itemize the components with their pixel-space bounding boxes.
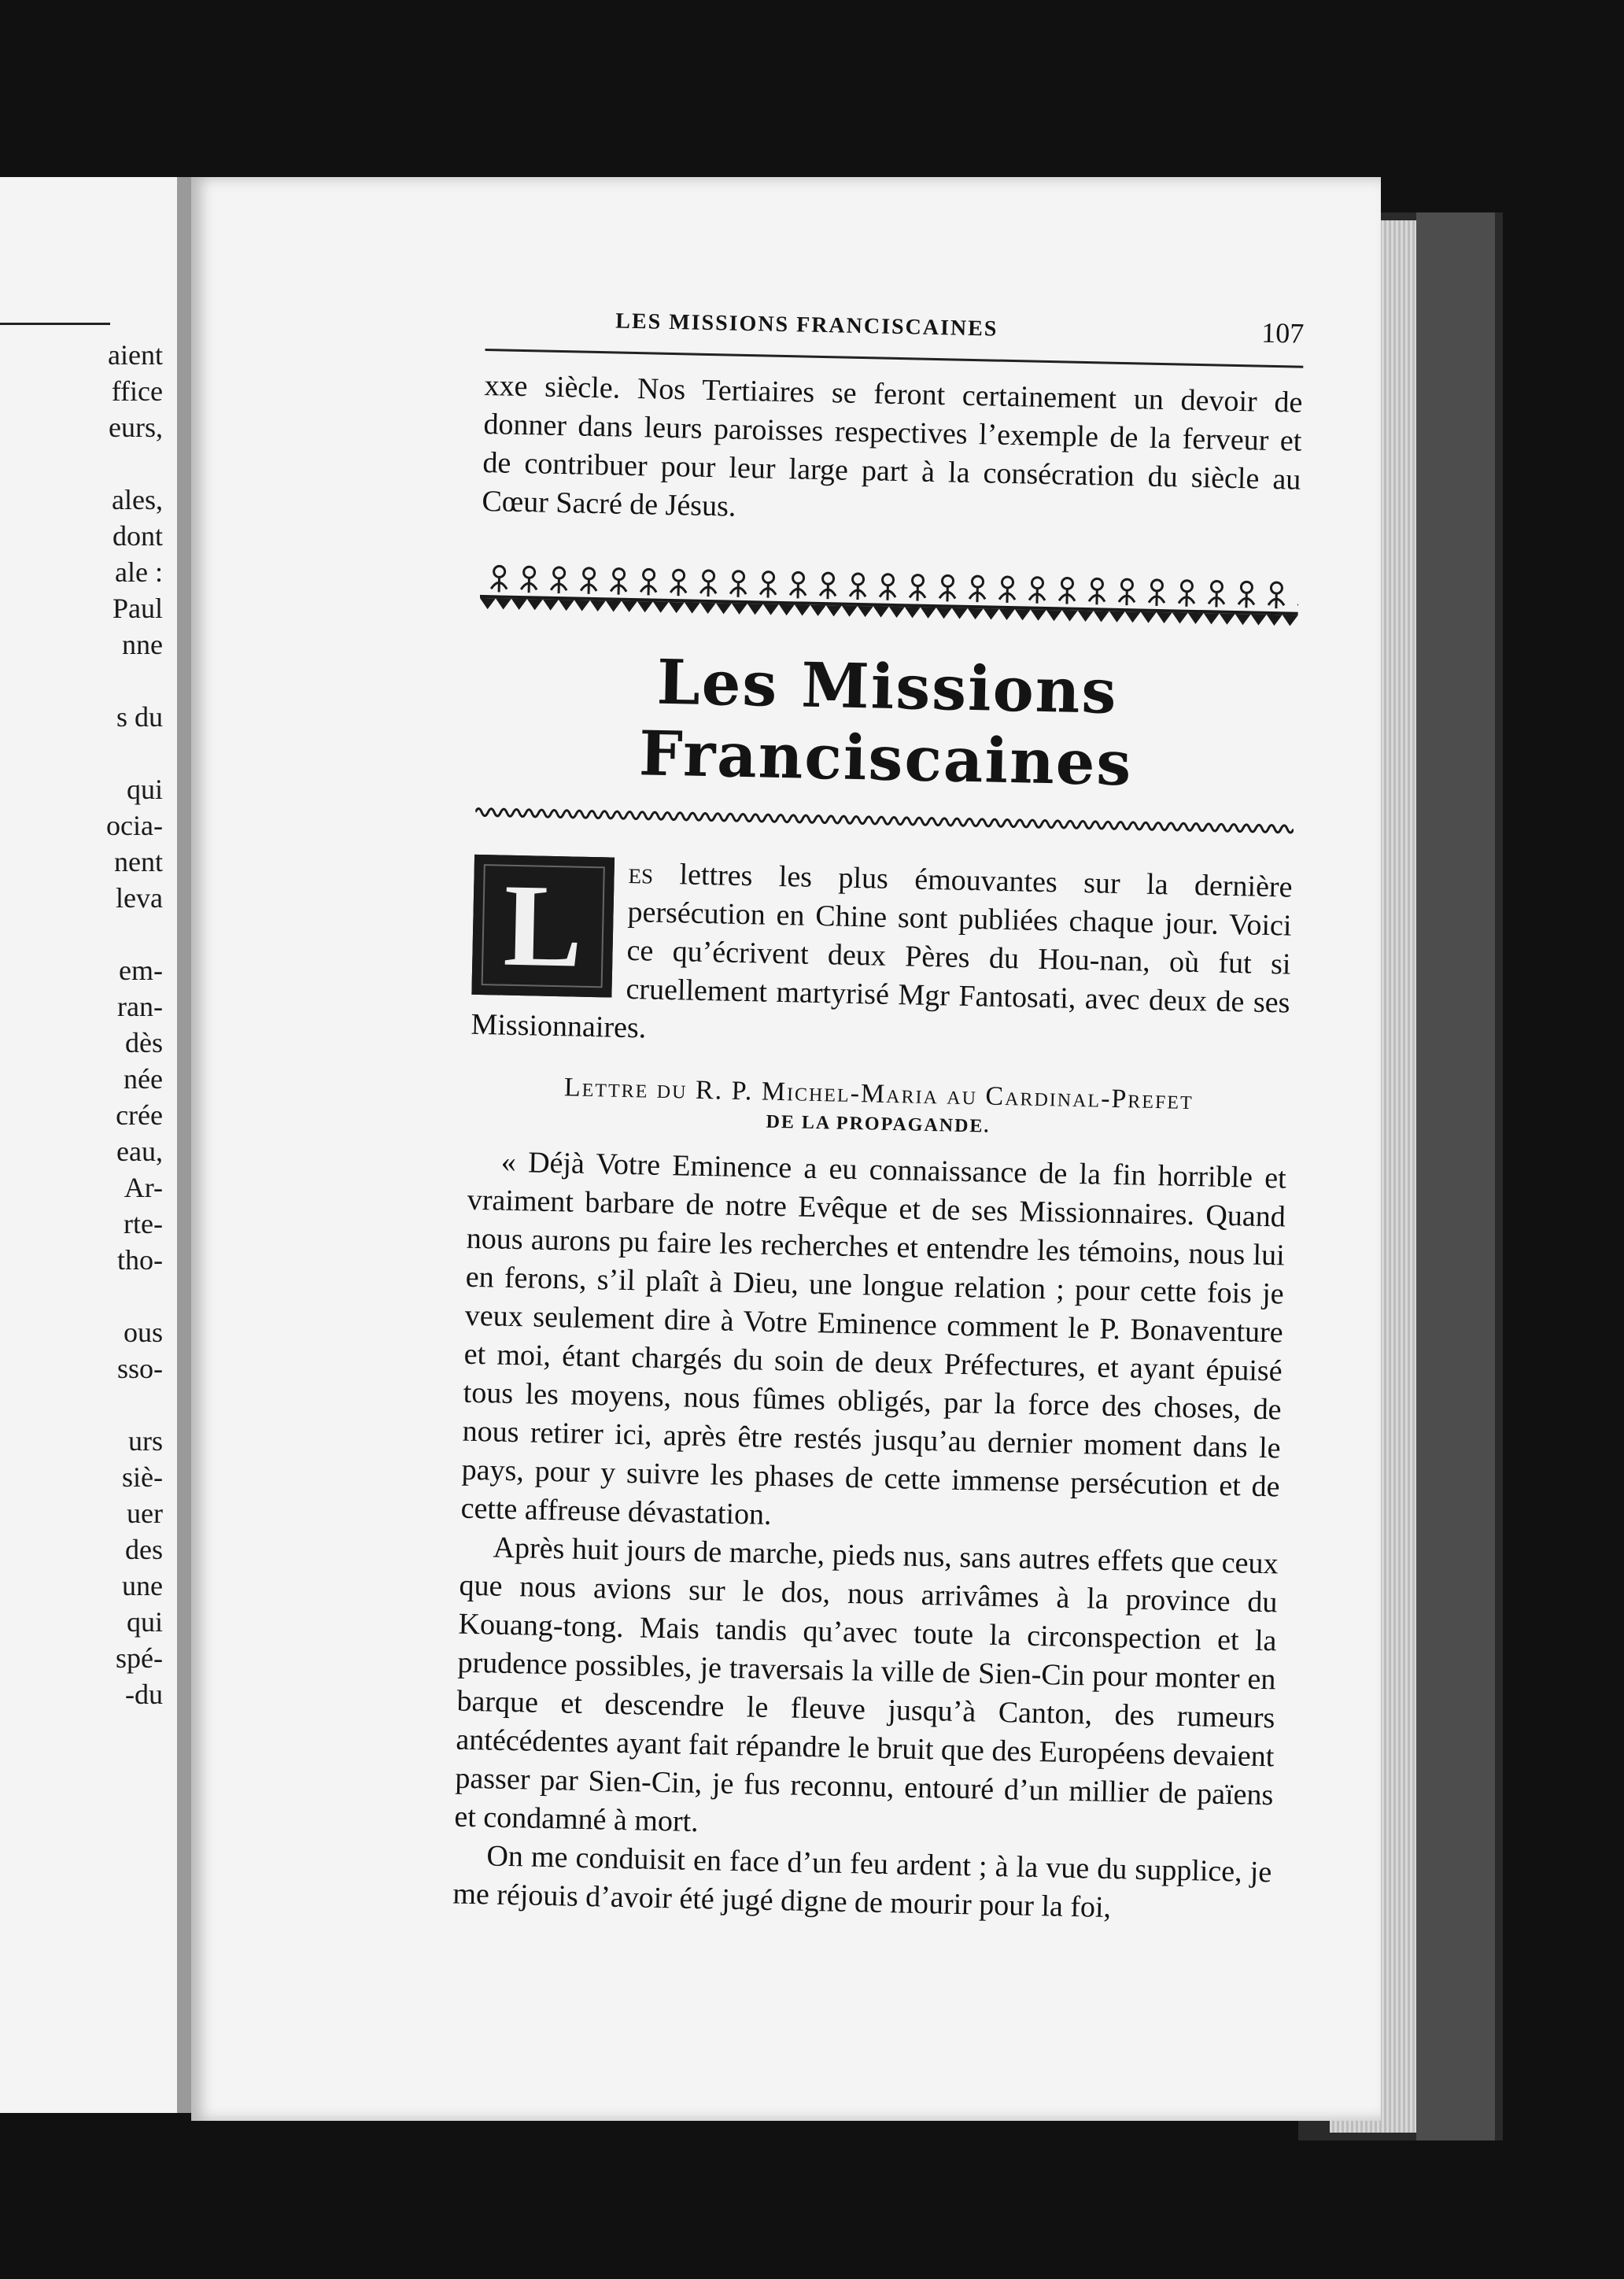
body-paragraph: On me conduisit en face d’un feu ardent ; à la vue du supplice, je me réjouis d’avoir été jugé digne de mourir pour la foi, [452, 1839, 1272, 1925]
left-page-line: crée [116, 1099, 163, 1131]
left-page-rule [0, 323, 110, 325]
left-page-line: eurs, [109, 412, 163, 443]
opening-small-caps: es [628, 856, 654, 891]
left-page-line: dont [112, 520, 163, 552]
left-page-line: ale : [115, 556, 163, 588]
ornament-border [479, 560, 1298, 633]
section-title: Les Missions Franciscaines [638, 646, 1134, 800]
drop-cap-letter: L [502, 859, 584, 992]
left-page-line: ales, [112, 484, 163, 515]
left-page-line: ffice [111, 375, 163, 407]
left-page-line: une [122, 1570, 163, 1601]
left-page-line: nne [122, 629, 163, 660]
left-page-line: sso- [116, 1353, 163, 1384]
intro-paragraph: xxe siècle. Nos Tertiaires se feront certainement un devoir de donner dans leurs paroisses respectives l’exemple de la ferveur et de contribuer pour leur large part à la consécration du siècle au Cœur Sacré de Jésus. [482, 368, 1303, 523]
left-page-line: eau, [116, 1136, 163, 1167]
left-page-line: Ar- [124, 1172, 163, 1203]
decorated-initial [471, 855, 615, 998]
right-page [191, 177, 1381, 2121]
left-page-line: qui [126, 774, 163, 805]
body-paragraph: Après huit jours de marche, pieds nus, sans autres effets que ceux que nous avions sur le dos, nous arrivâmes à la province du Kouang-tong. Mais tandis qu’avec toute la circonspection et la prudence possibles, je traversais la ville de Sien-Cin pour monter en barque et descendre le fleuve jusqu’à Canton, des rumeurs antécédentes ayant fait répandre le bruit que des Européens devaient passer par Sien-Cin, je fus reconnu, entouré d’un millier de païens et condamné à mort. [454, 1531, 1279, 1839]
page-number: 107 [1260, 316, 1305, 349]
left-page-line: ous [123, 1317, 163, 1348]
left-page-line: siè- [122, 1461, 163, 1493]
left-page-line: des [125, 1534, 163, 1565]
left-page-line: née [124, 1063, 163, 1095]
page-content [452, 295, 1305, 1930]
left-page-line: s du [116, 701, 163, 733]
left-page-line: dès [125, 1027, 163, 1058]
left-page-line: Paul [112, 593, 163, 624]
running-title: LES MISSIONS FRANCISCAINES [615, 308, 998, 342]
letter-heading: Lettre du R. P. Michel-Maria au Cardinal-Prefet [563, 1073, 1194, 1116]
left-page-line: leva [116, 882, 163, 914]
left-page-line: aient [108, 339, 163, 371]
left-page-line: ran- [117, 991, 163, 1022]
letter-subheading: DE LA PROPAGANDE. [766, 1111, 991, 1137]
body-paragraph: « Déjà Votre Eminence a eu connaissance de la fin horrible et vraiment barbare de notre Evêque et de ses Missionnaires. Quand nous aurons pu faire les recherches et entendre les témoins, nous lui en ferons, s’il plaît à Dieu, une longue relation ; pour cette fois je veux seulement dire à Votre Eminence comment le P. Bonaventure et moi, étant chargés du soin de deux Préfectures, et ayant épuisé tous les moyens, nous fûmes obligés, par la force des choses, de nous retirer ici, après être restés jusqu’au dernier moment dans le pays, pour y suivre les phases de cette immense persécution et de cette affreuse dévastation. [460, 1145, 1287, 1531]
left-page-line: em- [119, 955, 163, 986]
left-page-line: rte- [124, 1208, 163, 1239]
left-page-line: spé- [116, 1642, 163, 1674]
opening-text: lettres les plus émouvantes sur la dernière persécution en Chine sont publiées chaque jour. Voici ce qu’écrivent deux Pères du Hou-nan, où fut si cruellement martyrisé Mgr Fantosati, avec deux de ses Missionnaires. [471, 857, 1293, 1045]
left-page-line: urs [128, 1425, 163, 1457]
left-page-line: tho- [117, 1244, 163, 1276]
left-page-line: uer [127, 1498, 163, 1529]
book-gutter [177, 177, 191, 2113]
left-page-line: ocia- [106, 810, 163, 841]
book-cover-edge [1416, 212, 1495, 2140]
left-page-line: nent [114, 846, 163, 877]
opening-paragraph-block [471, 851, 1293, 1062]
left-page-line: -du [125, 1679, 163, 1710]
wavy-rule [475, 803, 1294, 838]
left-page [0, 177, 177, 2113]
left-page-line: qui [126, 1606, 163, 1638]
